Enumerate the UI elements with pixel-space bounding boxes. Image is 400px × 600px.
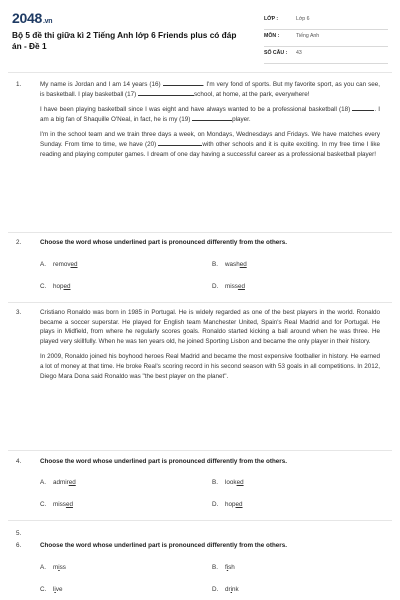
passage-paragraph	[40, 105, 380, 124]
option-label: A.	[40, 261, 46, 268]
document-meta	[264, 13, 388, 64]
option-word: look	[225, 479, 237, 486]
underlined-part: i	[58, 564, 60, 571]
option-word: f	[225, 564, 227, 571]
passage-text: . I'm very fond of sports. But my favorite sport, as you can see, is basketball. I play basketball (17)	[40, 81, 381, 98]
option-d[interactable]	[212, 586, 239, 593]
option-label: A.	[40, 564, 46, 571]
option-b[interactable]	[212, 564, 235, 571]
question-number: 3.	[16, 309, 22, 316]
underlined-part: ed	[68, 479, 76, 486]
question-number: 2.	[16, 239, 22, 246]
option-a[interactable]	[40, 261, 78, 268]
option-c[interactable]	[40, 501, 73, 508]
meta-key: LỚP :	[264, 16, 279, 22]
meta-row-count	[264, 47, 388, 64]
option-word: sh	[228, 564, 235, 571]
option-label: A.	[40, 479, 46, 486]
passage-paragraph: Cristiano Ronaldo was born in 1985 in Portugal. He is widely regarded as one of the best players in the world. Ronaldo became a soccer superstar. He played for English team Manchester United, Spain's Real Madrid and for Portugal. He plays in Midfield, from where he regularly scores goals. Ronaldo started kicking a ball around when he was three. He played very skillfully. When he was ten years old, he joined Sporting Lisbon and became the only player in their history.	[40, 309, 380, 345]
answer-blank[interactable]	[158, 140, 202, 146]
meta-value: Tiếng Anh	[296, 33, 320, 39]
passage-text: I'm in the school team and we train three days a week, on Mondays, Wednesdays and Fridays. We have matches every Sunday. From time to time, we have (20)	[40, 131, 380, 148]
divider	[8, 302, 392, 303]
answer-blank[interactable]	[192, 115, 232, 121]
meta-key: MÔN :	[264, 33, 280, 39]
meta-value: Lớp 6	[296, 16, 310, 22]
question-title: Choose the word whose underlined part is pronounced differently from the others.	[40, 458, 287, 465]
answer-blank[interactable]	[352, 105, 374, 111]
question-number: 1.	[16, 81, 22, 88]
underlined-part: ed	[70, 261, 78, 268]
passage-paragraph: In 2009, Ronaldo joined his boyhood heroes Real Madrid and became the most expensive footballer in history. He earned a lot of money at that time. He broke Real's scoring record in his second season with 53 goals in all competitions. In 2012, Diego Mara Dona said Ronaldo was "the best player on the planet".	[40, 353, 380, 380]
question-passage	[40, 80, 380, 159]
option-b[interactable]	[212, 261, 247, 268]
divider	[8, 450, 392, 451]
option-word: wash	[225, 261, 240, 268]
option-word: nk	[232, 586, 239, 593]
option-label: B.	[212, 564, 218, 571]
option-a[interactable]	[40, 564, 66, 571]
underlined-part: ed	[237, 283, 245, 290]
option-label: C.	[40, 586, 47, 593]
meta-row-class	[264, 13, 388, 30]
site-logo[interactable]	[12, 10, 52, 26]
underlined-part: ed	[235, 501, 243, 508]
question-title: Choose the word whose underlined part is pronounced differently from the others.	[40, 542, 287, 549]
passage-text: with other schools and it is quite exciting. In my free time I like reading and playing computer games. I dream of one day having a successful career as a professional basketball player!	[40, 140, 380, 158]
option-word: m	[53, 564, 59, 571]
option-word: ve	[55, 586, 63, 593]
passage-text: player.	[232, 115, 251, 123]
option-a[interactable]	[40, 479, 76, 486]
underlined-part: i	[54, 586, 56, 593]
passage-text: . I am a big fan of Shaquille O'Neal, in fact, he is my (19)	[40, 106, 380, 123]
divider	[8, 232, 392, 233]
meta-key: SỐ CÂU :	[264, 50, 288, 56]
document-header	[12, 10, 388, 64]
underlined-part: ed	[236, 479, 244, 486]
divider	[8, 72, 392, 73]
answer-blank[interactable]	[163, 80, 203, 86]
meta-row-subject	[264, 30, 388, 47]
document-title: Bộ 5 đề thi giữa kì 2 Tiếng Anh lớp 6 Friends plus có đáp án - Đề 1	[12, 30, 237, 51]
answer-blank[interactable]	[138, 90, 194, 96]
option-label: C.	[40, 283, 47, 290]
passage-paragraph	[40, 130, 380, 159]
option-label: D.	[212, 501, 219, 508]
option-label: B.	[212, 261, 218, 268]
option-word: remov	[53, 261, 71, 268]
option-word: hop	[225, 501, 236, 508]
option-label: D.	[212, 283, 219, 290]
logo-suffix: .vn	[42, 18, 53, 25]
option-word: miss	[53, 501, 66, 508]
meta-value: 43	[296, 50, 302, 56]
underlined-part: ed	[65, 501, 73, 508]
option-label: C.	[40, 501, 47, 508]
question-title: Choose the word whose underlined part is pronounced differently from the others.	[40, 239, 287, 246]
passage-text: I have been playing basketball since I was eight and have always wanted to be a professional basketball (18)	[40, 106, 351, 114]
option-word: admir	[53, 479, 69, 486]
option-word: ss	[59, 564, 66, 571]
passage-text: My name is Jordan and I am 14 years (16)	[40, 81, 161, 88]
option-d[interactable]	[212, 501, 243, 508]
option-b[interactable]	[212, 479, 244, 486]
option-word: miss	[225, 283, 238, 290]
underlined-part: i	[226, 564, 229, 571]
option-word: hop	[53, 283, 64, 290]
underlined-part: ed	[239, 261, 247, 268]
logo-text: 2048	[12, 10, 42, 26]
option-word: l	[53, 586, 55, 593]
divider	[8, 520, 392, 521]
option-d[interactable]	[212, 283, 245, 290]
passage-text: school, at home, at the park, everywhere!	[194, 90, 310, 98]
passage-paragraph	[40, 80, 380, 99]
option-label: B.	[212, 479, 218, 486]
option-c[interactable]	[40, 586, 62, 593]
question-number: 5.	[16, 530, 22, 537]
option-c[interactable]	[40, 283, 71, 290]
question-number: 6.	[16, 542, 22, 549]
question-passage	[40, 308, 380, 381]
question-number: 4.	[16, 458, 22, 465]
underlined-part: ed	[63, 283, 71, 290]
underlined-part: i	[230, 586, 233, 593]
option-word: dr	[225, 586, 231, 593]
option-label: D.	[212, 586, 219, 593]
